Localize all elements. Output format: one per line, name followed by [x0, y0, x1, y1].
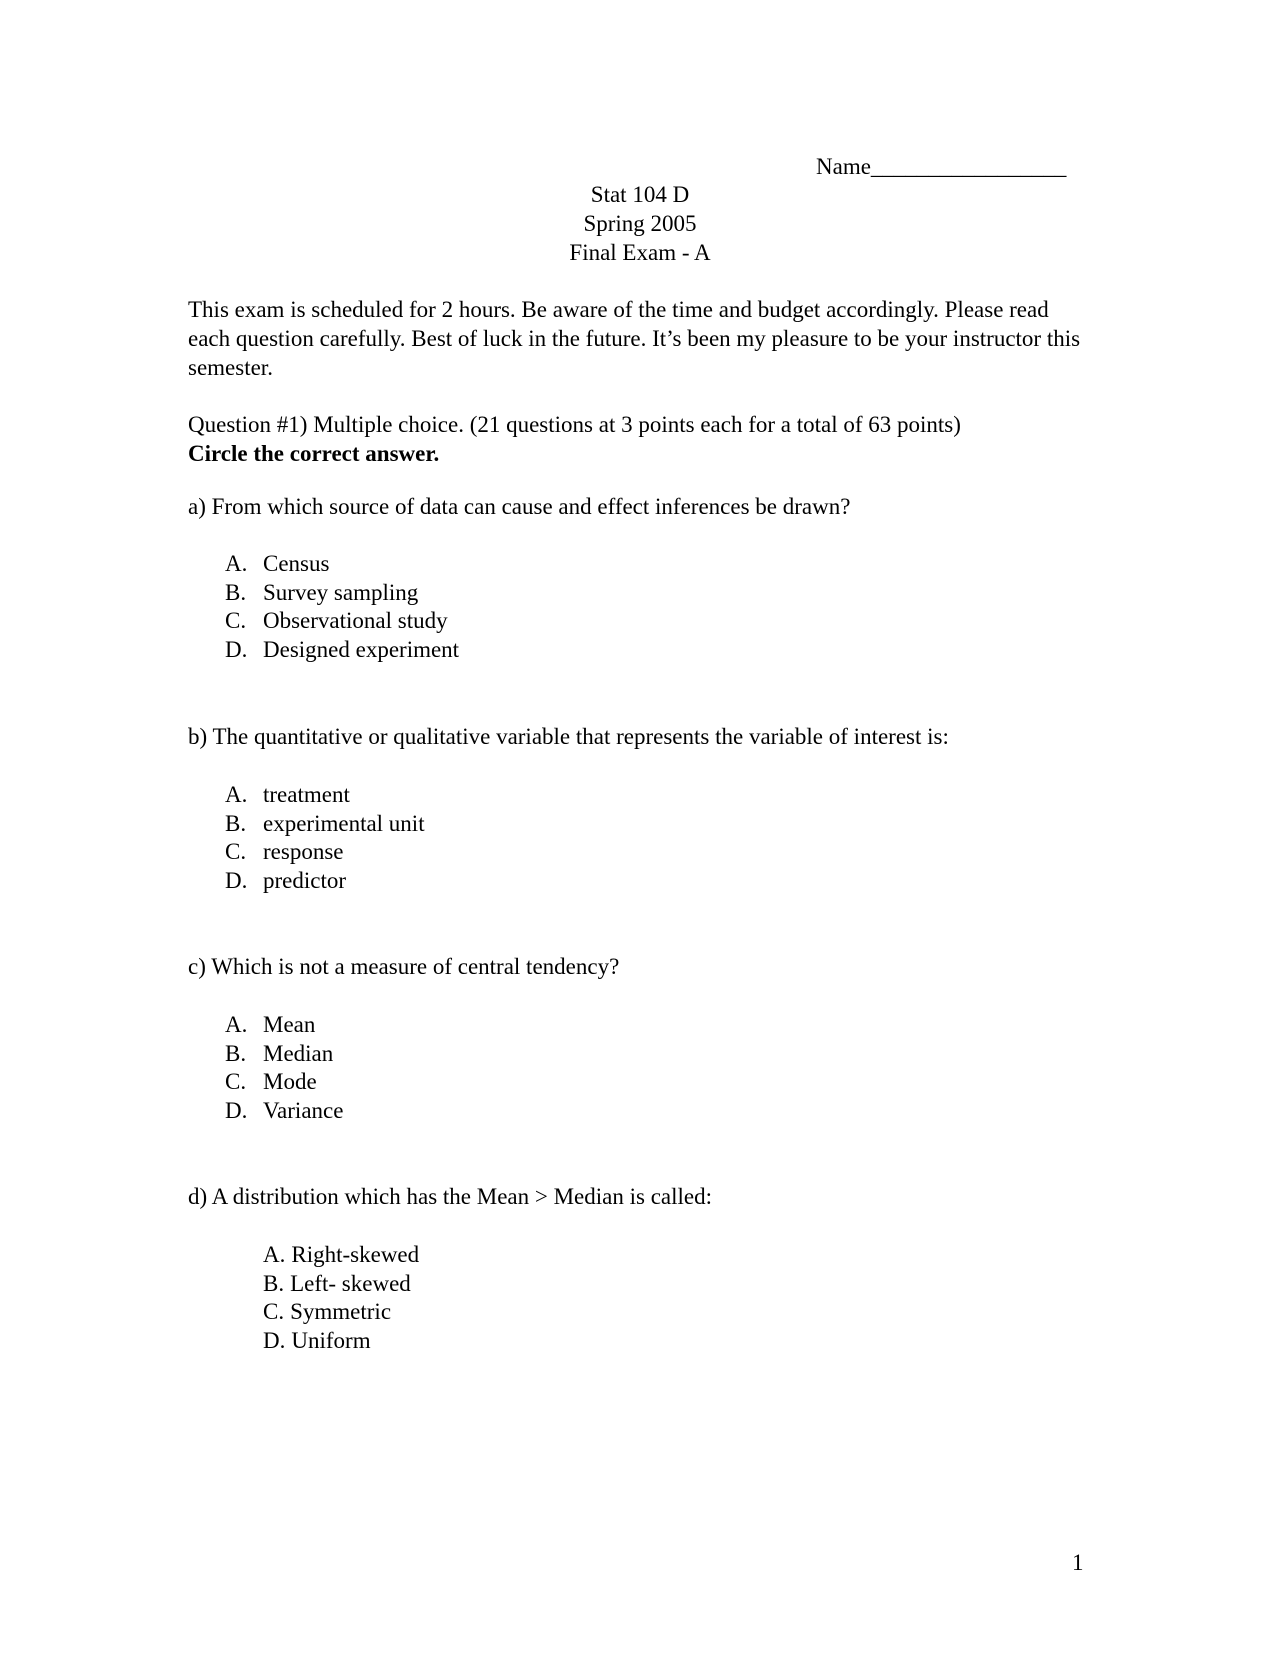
exam-title: Final Exam - A: [569, 240, 711, 265]
option-item[interactable]: [225, 578, 459, 607]
option-text: Observational study: [263, 608, 448, 633]
option-item[interactable]: [263, 1297, 419, 1326]
question1-heading-block: [188, 410, 1088, 468]
term-title: Spring 2005: [583, 211, 697, 236]
option-text: Mode: [263, 1069, 317, 1094]
option-text: Right-skewed: [291, 1242, 420, 1267]
option-letter: C.: [225, 1069, 247, 1094]
option-text: Designed experiment: [263, 636, 460, 662]
question1-instruction: Circle the correct answer.: [188, 441, 440, 466]
option-text: response: [263, 839, 344, 864]
name-blank: _________________: [870, 154, 1067, 179]
option-letter: A.: [225, 782, 248, 807]
option-text: Left- skewed: [290, 1270, 411, 1296]
option-item[interactable]: [225, 1039, 343, 1068]
option-letter: A.: [263, 1242, 286, 1267]
option-item[interactable]: [225, 549, 459, 578]
option-item[interactable]: [225, 1096, 343, 1125]
option-item[interactable]: [263, 1240, 419, 1269]
question-b-options: [225, 780, 425, 894]
question1-heading: Question #1) Multiple choice. (21 questions at 3 points each for a total of 63 points): [188, 412, 961, 437]
option-text: experimental unit: [263, 810, 425, 836]
question-a-options: [225, 549, 459, 663]
option-item[interactable]: [263, 1326, 419, 1355]
option-item[interactable]: [225, 606, 459, 635]
option-item[interactable]: [225, 780, 425, 809]
question-c-prompt: c) Which is not a measure of central tendency?: [188, 954, 620, 979]
question-d-prompt: d) A distribution which has the Mean > Median is called:: [188, 1184, 712, 1209]
option-letter: D.: [225, 867, 248, 893]
option-letter: C.: [225, 608, 247, 633]
option-text: Variance: [263, 1097, 344, 1123]
option-letter: D.: [225, 636, 248, 662]
option-item[interactable]: [225, 809, 425, 838]
option-item[interactable]: [225, 866, 425, 895]
option-text: predictor: [263, 867, 347, 893]
option-letter: D.: [263, 1327, 286, 1353]
option-letter: A.: [225, 1012, 248, 1037]
option-item[interactable]: [225, 1067, 343, 1096]
option-letter: B.: [225, 1040, 247, 1066]
name-label: Name: [816, 154, 871, 179]
course-title: Stat 104 D: [590, 182, 690, 207]
option-text: Median: [263, 1040, 334, 1066]
option-item[interactable]: [225, 1010, 343, 1039]
question-d-options: [263, 1240, 419, 1354]
option-text: Uniform: [291, 1327, 371, 1353]
option-letter: B.: [225, 810, 247, 836]
option-text: Survey sampling: [263, 579, 419, 605]
question-a-prompt: a) From which source of data can cause and effect inferences be drawn?: [188, 494, 851, 519]
option-letter: B.: [263, 1270, 285, 1296]
option-text: Mean: [263, 1012, 316, 1037]
question-c-options: [225, 1010, 343, 1124]
option-item[interactable]: [263, 1269, 419, 1298]
option-item[interactable]: [225, 837, 425, 866]
page-number: 1: [1072, 1550, 1084, 1575]
option-letter: B.: [225, 579, 247, 605]
question-b-prompt: b) The quantitative or qualitative variable that represents the variable of interest is:: [188, 724, 949, 749]
option-letter: D.: [225, 1097, 248, 1123]
name-field-line: [816, 152, 1066, 181]
intro-paragraph: This exam is scheduled for 2 hours. Be aware of the time and budget accordingly. Please read each question carefully. Best of luck in the future. It’s been my pleasure to be your instructor this semester.: [188, 297, 1081, 380]
option-text: Symmetric: [290, 1299, 392, 1324]
option-letter: C.: [225, 839, 247, 864]
option-text: treatment: [263, 782, 350, 807]
option-item[interactable]: [225, 635, 459, 664]
option-letter: A.: [225, 551, 248, 576]
option-text: Census: [263, 551, 330, 576]
exam-heading: [0, 180, 1280, 267]
option-letter: C.: [263, 1299, 285, 1324]
